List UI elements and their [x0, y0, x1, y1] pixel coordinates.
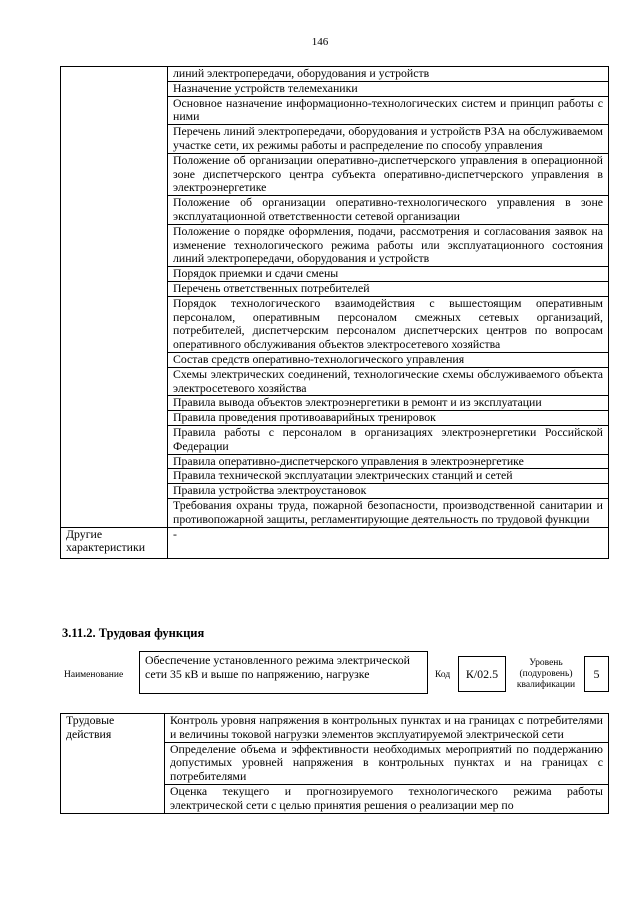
- page-number: 146: [311, 36, 329, 48]
- labor-actions-label: Трудовые действия: [61, 714, 165, 814]
- table-row: Основное назначение информационно-технологических систем и принцип работы с ними: [168, 96, 609, 125]
- level-box: 5: [584, 656, 609, 692]
- knowledge-table: [60, 66, 609, 559]
- table-row: Правила устройства электроустановок: [168, 484, 609, 499]
- table-row: Правила проведения противоаварийных тренировок: [168, 411, 609, 426]
- table-row: Требования охраны труда, пожарной безопасности, производственной санитарии и противопожарной защиты, регламентирующие деятельность по трудовой функции: [168, 498, 609, 527]
- table-row: Состав средств оперативно-технологического управления: [168, 352, 609, 367]
- code-box: К/02.5: [458, 656, 506, 692]
- qualification-label: Уровень (подуровень) квалификации: [516, 658, 576, 690]
- table-row: Правила вывода объектов электроэнергетики в ремонт и из эксплуатации: [168, 396, 609, 411]
- other-characteristics-label: Другие характеристики: [61, 527, 168, 558]
- table-row: Порядок приемки и сдачи смены: [168, 267, 609, 282]
- table-row: Контроль уровня напряжения в контрольных пунктах и на границах с потребителями и величины токовой нагрузки элементов эксплуатируемой электрической сети: [165, 714, 609, 743]
- table-row: Положение об организации оперативно-диспетчерского управления в операционной зоне диспетчерского центра субъекта оперативно-диспетчерского управления в электроэнергетике: [168, 153, 609, 195]
- table-row: Правила работы с персоналом в организациях электроэнергетики Российской Федерации: [168, 425, 609, 454]
- code-label: Код: [435, 670, 451, 680]
- table-row: Схемы электрических соединений, технологические схемы обслуживаемого объекта электросетевого хозяйства: [168, 367, 609, 396]
- function-name-box: Обеспечение установленного режима электрической сети 35 кВ и выше по напряжению, нагрузке: [139, 651, 428, 694]
- labor-actions-table: [60, 713, 609, 814]
- table-row: Положение об организации оперативно-технологического управления в зоне эксплуатационной ответственности сетевой организации: [168, 196, 609, 225]
- table-row: Назначение устройств телемеханики: [168, 81, 609, 96]
- table-row: Положение о порядке оформления, подачи, рассмотрения и согласования заявок на изменение технологического режима работы или эксплуатационного состояния линий электропередачи, оборудования и устройств: [168, 224, 609, 266]
- table-row: Порядок технологического взаимодействия с вышестоящим оперативным персоналом, оперативным персоналом смежных сетевых организаций, потребителей, диспетчерским персоналом диспетчерских центров по вопросам оперативного обслуживания объектов электросетевого хозяйства: [168, 296, 609, 352]
- name-label: Наименование: [64, 670, 124, 680]
- table-row: Правила оперативно-диспетчерского управления в электроэнергетике: [168, 454, 609, 469]
- table-row: Определение объема и эффективности необходимых мероприятий по поддержанию допустимых уровней напряжения в контрольных пунктах и на границах с потребителями: [165, 742, 609, 784]
- other-characteristics-value: -: [168, 527, 609, 558]
- section-title: 3.11.2. Трудовая функция: [62, 626, 205, 640]
- table-row: Перечень линий электропередачи, оборудования и устройств РЗА на обслуживаемом участке сети, их режимы работы и распределение по способу управления: [168, 125, 609, 154]
- table-row: Перечень ответственных потребителей: [168, 281, 609, 296]
- table-row: Оценка текущего и прогнозируемого технологического режима работы электрической сети с целью принятия решения о реализации мер по: [165, 784, 609, 813]
- knowledge-label-cell: [61, 67, 168, 528]
- table-row: Правила технической эксплуатации электрических станций и сетей: [168, 469, 609, 484]
- table-row: линий электропередачи, оборудования и устройств: [168, 67, 609, 82]
